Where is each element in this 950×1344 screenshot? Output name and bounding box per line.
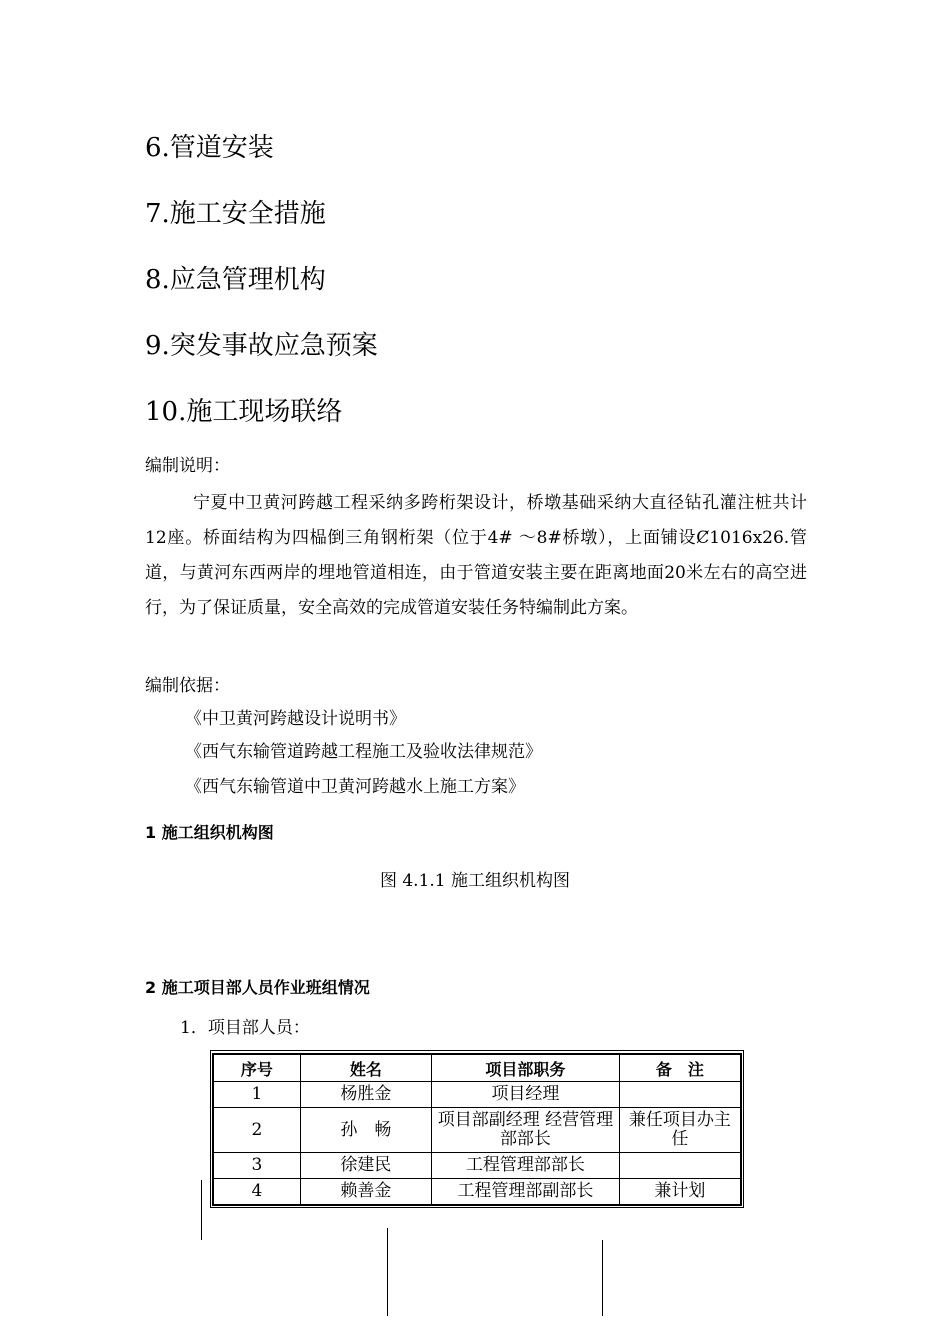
- cell-position: 工程管理部部长: [432, 1153, 620, 1179]
- cell-position: 项目经理: [432, 1082, 620, 1108]
- compile-note-label: 编制说明：: [145, 456, 230, 476]
- cell-name: 徐建民: [300, 1153, 431, 1179]
- cell-remark: [619, 1153, 740, 1179]
- table-row: [214, 1082, 741, 1108]
- basis-item: 《西气东输管道中卫黄河跨越水上施工方案》: [185, 777, 525, 797]
- stray-vertical-line: [201, 1180, 202, 1240]
- table-header-row: [214, 1055, 741, 1082]
- basis-item: 《西气东输管道跨越工程施工及验收法律规范》: [185, 742, 542, 762]
- table-row: [214, 1179, 741, 1205]
- table-row: [214, 1108, 741, 1153]
- cell-remark: 兼任项目办主任: [619, 1108, 740, 1153]
- figure-caption: 图 4.1.1 施工组织机构图: [379, 871, 571, 891]
- toc-item: 6.管道安装: [145, 133, 274, 163]
- basis-label: 编制依据：: [145, 676, 230, 696]
- cell-remark: 兼计划: [619, 1179, 740, 1205]
- cell-index: 3: [214, 1153, 301, 1179]
- col-header-position: 项目部职务: [432, 1055, 620, 1082]
- toc-item: 9.突发事故应急预案: [145, 331, 378, 361]
- basis-item: 《中卫黄河跨越设计说明书》: [185, 709, 406, 729]
- compile-note-text: 宁夏中卫黄河跨越工程采纳多跨桁架设计，桥墩基础采纳大直径钻孔灌注桩共计12座。桥面结构为四榀倒三角钢桁架（位于4# ～8#桥墩），上面铺设Ȼ1016x26.管道，与黄河东西两岸的埋地管道相连，由于管道安装主要在距离地面20米左右的高空进行，为了保证质量，安全高效的完成管道安装任务特编制此方案。: [145, 493, 807, 618]
- cell-index: 1: [214, 1082, 301, 1108]
- col-header-remark: 备 注: [619, 1055, 740, 1082]
- staff-table: [210, 1050, 744, 1208]
- cell-index: 2: [214, 1108, 301, 1153]
- cell-position: 工程管理部副部长: [432, 1179, 620, 1205]
- cell-position: 项目部副经理 经营管理部部长: [432, 1108, 620, 1153]
- toc-item: 10.施工现场联络: [145, 397, 343, 427]
- toc-item: 7.施工安全措施: [145, 199, 326, 229]
- cell-name: 杨胜金: [300, 1082, 431, 1108]
- table-row: [214, 1153, 741, 1179]
- section-2-title: 2 施工项目部人员作业班组情况: [145, 978, 370, 997]
- cell-remark: [619, 1082, 740, 1108]
- cell-index: 4: [214, 1179, 301, 1205]
- compile-note-paragraph: [145, 486, 807, 626]
- toc-item: 8.应急管理机构: [145, 265, 326, 295]
- section-1-title: 1 施工组织机构图: [145, 823, 274, 842]
- subsection-title: 1．项目部人员：: [180, 1018, 310, 1038]
- col-header-name: 姓名: [300, 1055, 431, 1082]
- stray-vertical-line: [602, 1240, 603, 1316]
- cell-name: 孙 畅: [300, 1108, 431, 1153]
- stray-vertical-line: [387, 1228, 388, 1316]
- col-header-index: 序号: [214, 1055, 301, 1082]
- cell-name: 赖善金: [300, 1179, 431, 1205]
